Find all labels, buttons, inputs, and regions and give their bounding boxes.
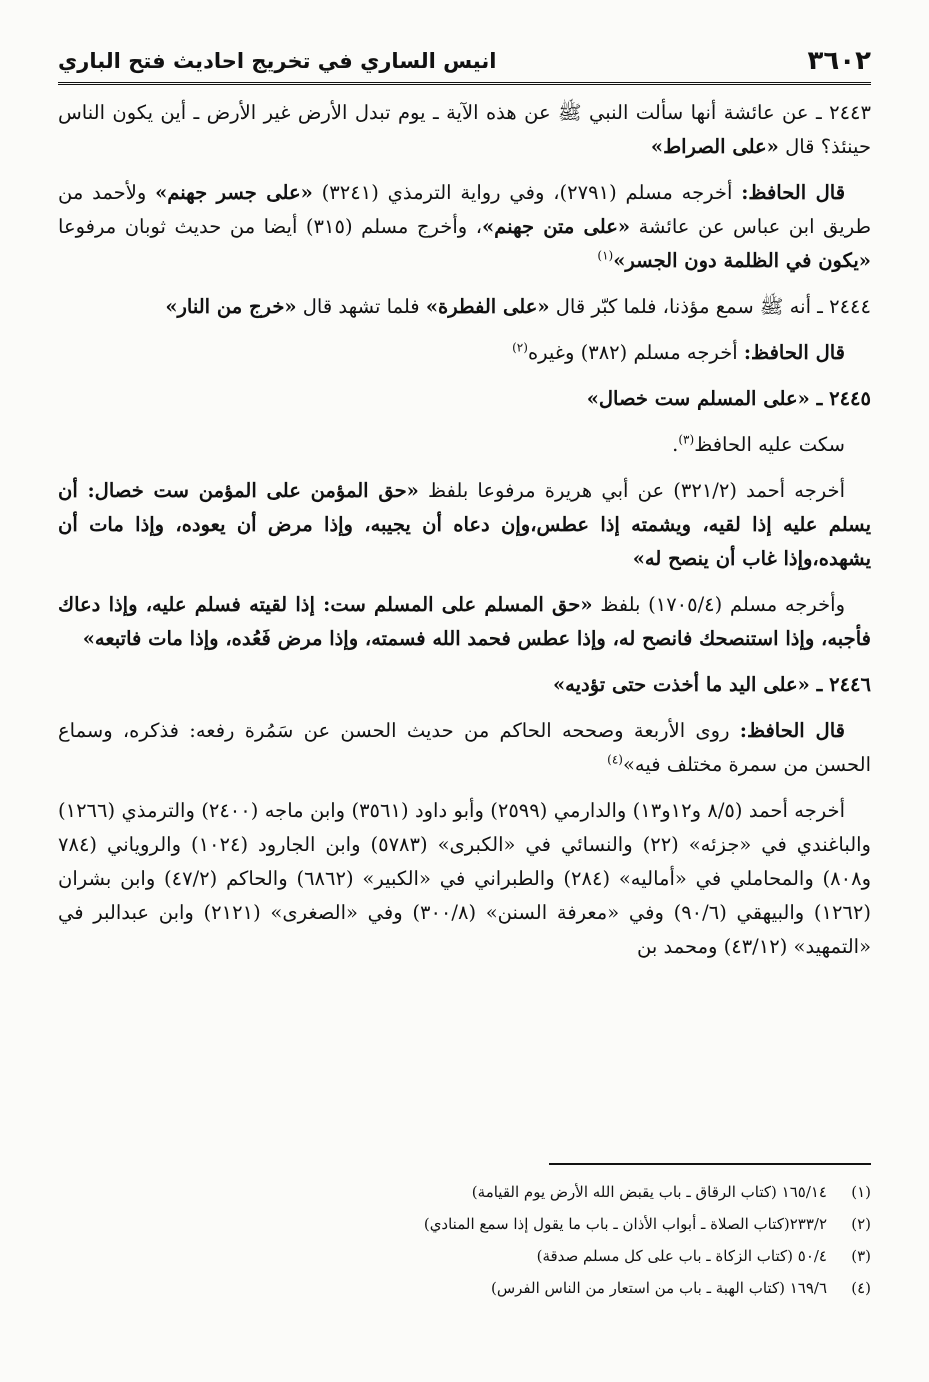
footnote-1: (١) ١٦٥/١٤ (كتاب الرقاق ـ باب يقبض الله الأرض يوم القيامة) xyxy=(471,1183,871,1201)
footnote-4: (٤) ١٦٩/٦ (كتاب الهبة ـ باب من استعار من الناس الفرس) xyxy=(490,1279,871,1297)
page-number: ٣٦٠٢ xyxy=(807,46,871,76)
takhrij-2446: أخرجه أحمد (٨/٥ و١٢و١٣) والدارمي (٢٥٩٩) وأبو داود (٣٥٦١) وابن ماجه (٢٤٠٠) والترمذي (١٢٦٦) والباغندي في «جزئه» (٢٢) والنسائي في «الكبرى» (٥٧٨٣) وابن الجارود (١٠٢٤) والروياني (٧٨٤ و٨٠٨) والمحاملي في «أماليه» (٢٨٤) والطبراني في «الكبير» (٦٨٦٢) والحاكم (٤٧/٢) وابن بشران (١٢٦٢) والبيهقي (٩٠/٦) وفي «معرفة السنن» (٣٠٠/٨) وفي «الصغرى» (٢١٢١) وابن عبدالبر في «التمهيد» (٤٣/١٢) ومحمد بن xyxy=(58,799,871,958)
hafiz-label: قال الحافظ: xyxy=(739,719,845,742)
hafiz-comment-2446: قال الحافظ: روى الأربعة وصححه الحاكم من حديث الحسن عن سَمُرة رفعه: فذكره، وسماع الحسن من سمرة مختلف فيه»$^{(٤)}$ xyxy=(58,719,871,776)
hadith-2445: ٢٤٤٥ ـ «على المسلم ست خصال» xyxy=(586,387,871,410)
footnote-ref-1: (١) xyxy=(597,248,614,263)
hafiz-label: قال الحافظ: xyxy=(743,341,845,364)
takhrij-muslim-2445: وأخرجه مسلم (١٧٠٥/٤) بلفظ «حق المسلم على المسلم ست: إذا لقيته فسلم عليه، وإذا دعاك فأجبه، وإذا استنصحك فانصح له، وإذا عطس فحمد الله فسمته، وإذا مرض فَعُده، وإذا مات فاتبعه» xyxy=(58,593,871,650)
footnotes xyxy=(58,1176,871,1304)
footnote-ref-3: (٣) xyxy=(678,432,695,447)
footnote-ref-2: (٢) xyxy=(512,340,528,355)
hadith-2443: ٢٤٤٣ ـ عن عائشة أنها سألت النبي ﷺ عن هذه الآية ـ يوم تبدل الأرض غير الأرض ـ أين يكون الناس حينئذ؟ قال «على الصراط» xyxy=(58,101,871,158)
hafiz-comment-2444: قال الحافظ: أخرجه مسلم (٣٨٢) وغيره$^{(٢)}$ xyxy=(512,340,845,364)
footnote-ref-4: (٤) xyxy=(607,752,623,767)
hafiz-comment-2443: قال الحافظ: أخرجه مسلم (٢٧٩١)، وفي رواية الترمذي (٣٢٤١) «على جسر جهنم» ولأحمد من طريق ابن عباس عن عائشة «على متن جهنم»، وأخرج مسلم (٣١٥) أيضا من حديث ثوبان مرفوعا «يكون في الظلمة دون الجسر»$^{(١)}$ xyxy=(58,181,871,272)
page-header xyxy=(58,40,871,85)
hadith-2444: ٢٤٤٤ ـ أنه ﷺ سمع مؤذنا، فلما كبّر قال «على الفطرة» فلما تشهد قال «خرج من النار» xyxy=(165,295,871,318)
book-title: انيس الساري في تخريج احاديث فتح الباري xyxy=(58,49,497,73)
footnote-3: (٣) ٥٠/٤ (كتاب الزكاة ـ باب على كل مسلم صدقة) xyxy=(536,1247,871,1265)
footnote-2: (٢) ٢٣٣/٢(كتاب الصلاة ـ أبواب الأذان ـ باب ما يقول إذا سمع المنادي) xyxy=(423,1215,871,1233)
hafiz-label: قال الحافظ: xyxy=(741,181,846,204)
hadith-2446: ٢٤٤٦ ـ «على اليد ما أخذت حتى تؤديه» xyxy=(552,673,871,696)
page-body xyxy=(58,96,871,976)
footnote-divider xyxy=(549,1163,871,1165)
takhrij-ahmad-2445: أخرجه أحمد (٣٢١/٢) عن أبي هريرة مرفوعا بلفظ «حق المؤمن على المؤمن ست خصال: أن يسلم عليه إذا لقيه، ويشمته إذا عطس،وإن دعاه أن يجيبه، وإذا مرض أن يعوده، وإذا مات أن يشهده،وإذا غاب أن ينصح له» xyxy=(58,479,871,570)
silence-note-2445: سكت عليه الحافظ$^{(٣)}$. xyxy=(672,432,845,456)
